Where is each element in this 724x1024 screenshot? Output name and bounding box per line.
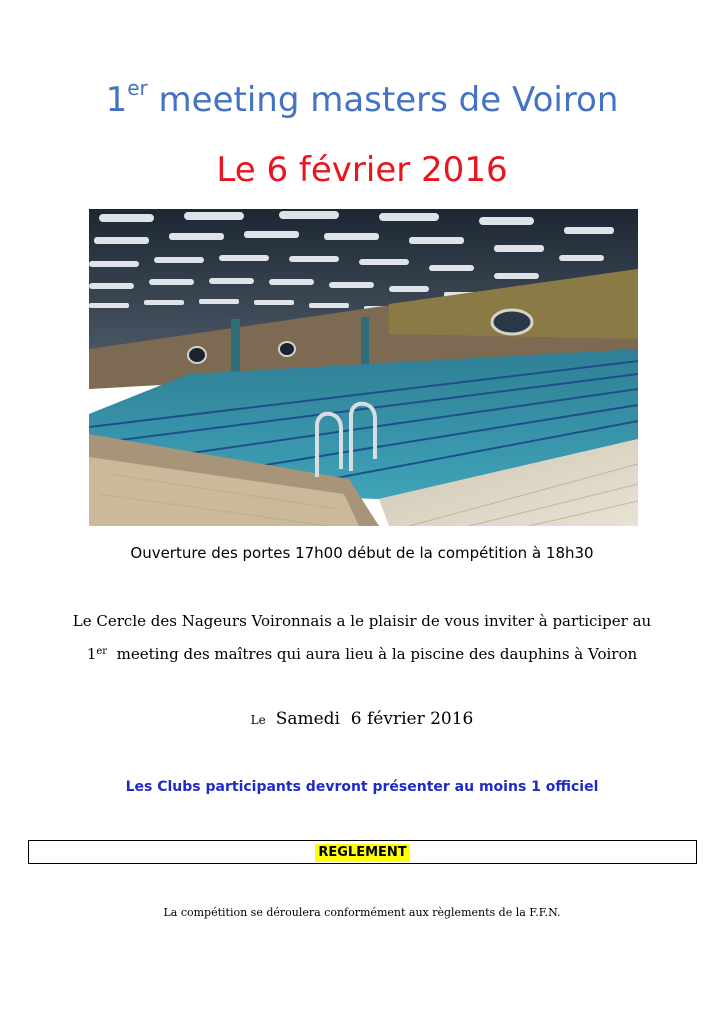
title-ordinal: er (127, 76, 148, 100)
swimming-pool-photo (89, 209, 638, 526)
event-date (0, 708, 724, 731)
meeting-date-title: Le 6 février 2016 (216, 150, 508, 190)
intro-line-2 (0, 644, 724, 664)
intro-line-2-text: meeting des maîtres qui aura lieu à la piscine des dauphins à Voiron (107, 645, 638, 663)
opening-hours: Ouverture des portes 17h00 début de la compétition à 18h30 (130, 544, 594, 562)
intro-ordinal-suffix: er (96, 646, 108, 657)
rules-text: La compétition se déroulera conformément aux règlements de la F.F.N. (163, 906, 561, 919)
rules-heading: REGLEMENT (315, 844, 409, 862)
intro-line-1: Le Cercle des Nageurs Voironnais a le plaisir de vous inviter à participer au (72, 612, 652, 630)
title-text: meeting masters de Voiron (147, 80, 619, 120)
event-date-value: Samedi 6 février 2016 (275, 709, 474, 729)
rules-heading-box (28, 840, 697, 864)
intro-ordinal-number: 1 (86, 645, 97, 663)
meeting-title (0, 76, 724, 120)
title-number: 1 (105, 80, 128, 120)
clubs-notice: Les Clubs participants devront présenter au moins 1 officiel (125, 779, 599, 795)
event-date-prefix: Le (250, 713, 266, 727)
